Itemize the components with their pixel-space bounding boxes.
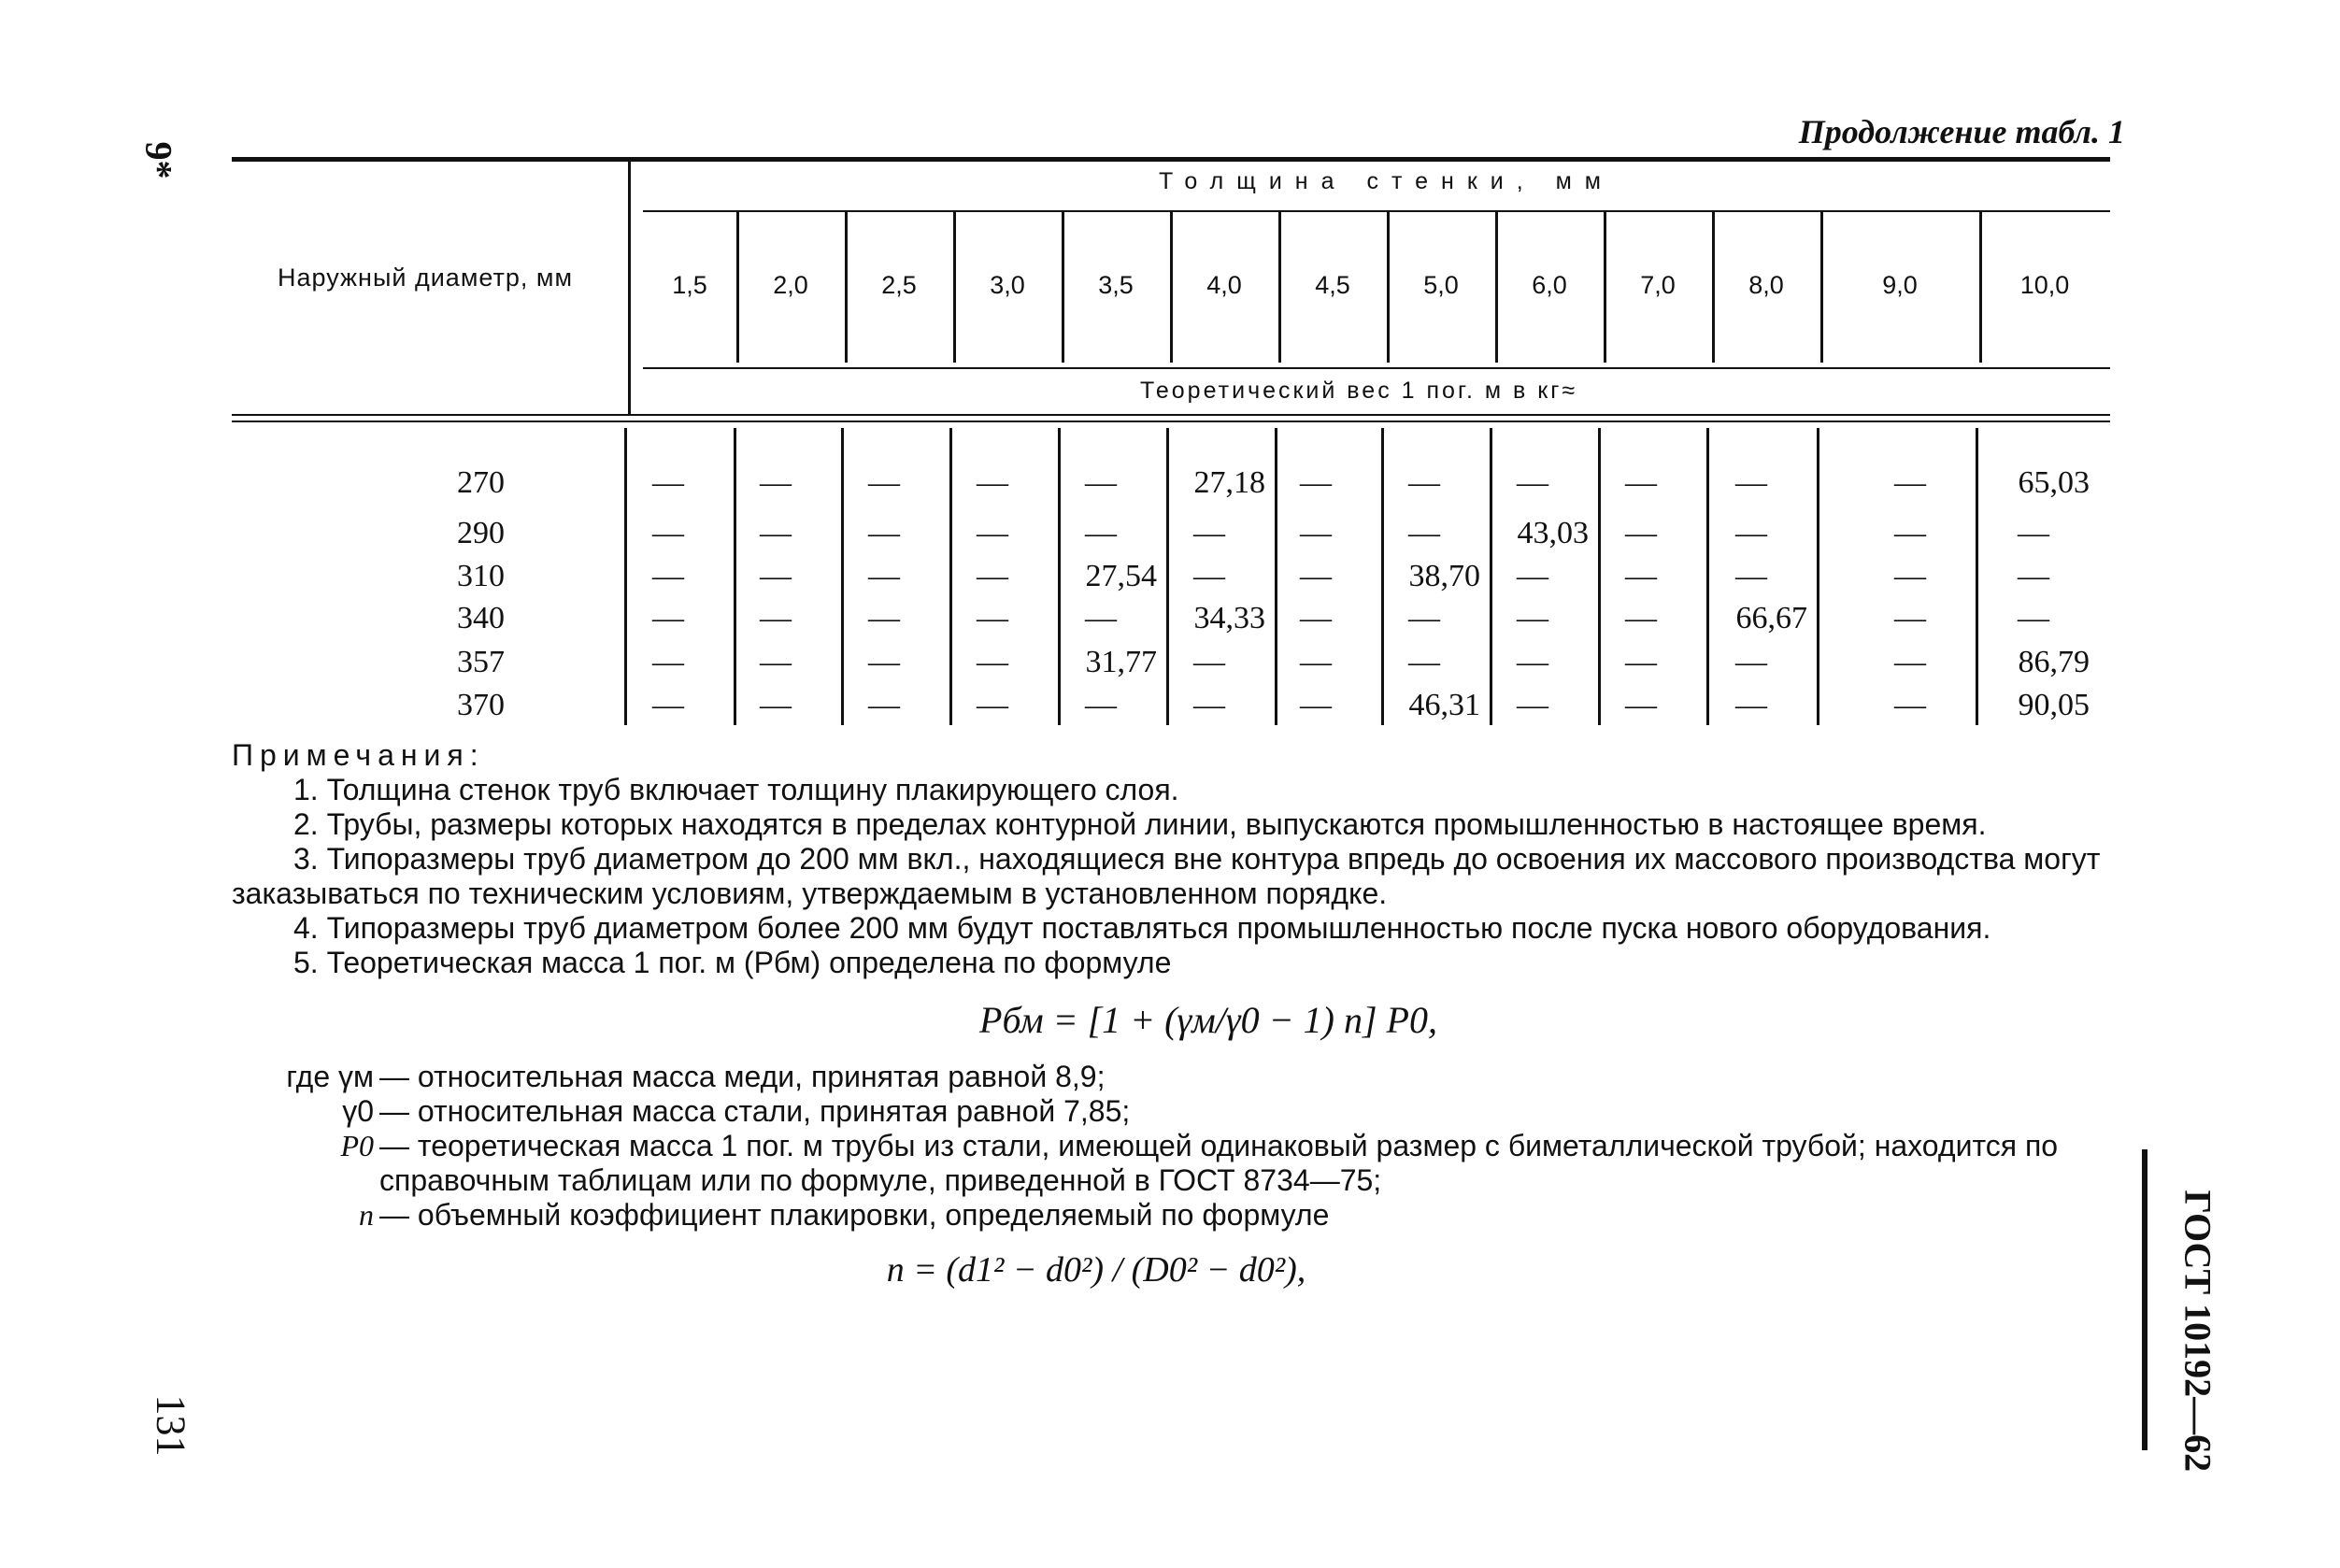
standard-bar	[2142, 1149, 2147, 1450]
where-gamma-m	[232, 1060, 2110, 1094]
table-cell: —	[868, 688, 900, 722]
table-cell: —	[1625, 688, 1657, 722]
table-cell: —	[1300, 559, 1332, 593]
signature-mark: 9*	[137, 141, 180, 179]
table-cell: —	[1894, 465, 1926, 500]
thickness-col-7: 4,5	[1315, 271, 1350, 299]
mass-formula: Pбм = [1 + (γм/γ0 − 1) n] P0,	[979, 999, 1437, 1041]
note-5: 5. Теоретическая масса 1 пог. м (Pбм) определена по формуле	[293, 946, 1172, 979]
table-cell: —	[1408, 645, 1440, 679]
thickness-col-1: 1,5	[672, 271, 707, 299]
table-cell: —	[1300, 516, 1332, 550]
table-cell: —	[1193, 516, 1225, 550]
table-cell: —	[1735, 516, 1767, 550]
table-cell: —	[1085, 516, 1117, 550]
header-divider	[628, 162, 631, 416]
header-col-line	[1820, 211, 1823, 363]
table-cell: —	[652, 645, 684, 679]
table-cell: —	[2018, 559, 2049, 593]
header-rule-1	[643, 210, 2110, 212]
weight-title: Теоретический вес 1 пог. м в кг≈	[1140, 378, 1578, 404]
outer-diameter-header: Наружный диаметр, мм	[277, 264, 574, 292]
thickness-col-5: 3,5	[1098, 271, 1134, 299]
where-n-text: — объемный коэффициент плакировки, определяемый по формуле	[379, 1198, 1330, 1232]
thickness-col-12: 9,0	[1882, 271, 1918, 299]
header-col-line	[1062, 211, 1064, 363]
coefficient-formula: n = (d1² − d0²) / (D0² − d0²),	[886, 1250, 1306, 1290]
table-cell: —	[652, 465, 684, 500]
table-cell: —	[1625, 645, 1657, 679]
table-continuation-caption: Продолжение табл. 1	[1798, 113, 2125, 150]
body-col-line	[949, 428, 952, 725]
header-col-line	[1387, 211, 1390, 363]
gamma-m-symbol: γм	[338, 1060, 374, 1093]
header-col-line	[1495, 211, 1498, 363]
where-gamma-0	[232, 1094, 2110, 1129]
table-cell: —	[1085, 688, 1117, 722]
table-cell: —	[977, 688, 1008, 722]
row-diameter-340: 340	[457, 601, 505, 635]
table-cell: —	[760, 559, 792, 593]
thickness-col-13: 10,0	[2019, 271, 2070, 299]
row-diameter-310: 310	[457, 559, 505, 593]
table-cell: 46,31	[1408, 688, 1480, 722]
table-cell: —	[760, 688, 792, 722]
thickness-col-2: 2,0	[773, 271, 808, 299]
table-cell: —	[1735, 559, 1767, 593]
wall-thickness-title: Толщина стенки, мм	[1159, 168, 1614, 194]
table-cell: 90,05	[2018, 688, 2090, 722]
table-cell: 31,77	[1085, 645, 1157, 679]
note-2: 2. Трубы, размеры которых находятся в пределах контурной линии, выпускаются промышленностью в настоящее время.	[293, 807, 1987, 841]
table-cell: —	[868, 465, 900, 500]
header-col-line	[1278, 211, 1281, 363]
row-diameter-270: 270	[457, 465, 505, 500]
header-col-line	[845, 211, 848, 363]
notes-block	[232, 738, 2110, 1288]
table-cell: —	[1894, 688, 1926, 722]
table-cell: —	[1517, 688, 1548, 722]
table-cell: —	[1625, 465, 1657, 500]
body-col-line	[841, 428, 844, 725]
table-cell: —	[1894, 559, 1926, 593]
thickness-col-10: 7,0	[1640, 271, 1676, 299]
body-col-line	[1706, 428, 1709, 725]
table-cell: —	[1735, 645, 1767, 679]
table-cell: —	[868, 516, 900, 550]
body-col-line	[1275, 428, 1277, 725]
table-cell: —	[760, 465, 792, 500]
where-gamma-0-text: — относительная масса стали, принятая равной 7,85;	[379, 1094, 1131, 1128]
table-cell: —	[977, 559, 1008, 593]
table-cell: —	[977, 465, 1008, 500]
table-cell: —	[1300, 688, 1332, 722]
table-cell: —	[977, 601, 1008, 635]
header-rule-2	[643, 367, 2110, 369]
table-cell: —	[1735, 465, 1767, 500]
where-p0-text: — теоретическая масса 1 пог. м трубы из стали, имеющей одинаковый размер с биметаллической трубой; находится по справочным таблицам или по формуле, приведенной в ГОСТ 8734—75;	[379, 1129, 2059, 1197]
thickness-col-8: 5,0	[1423, 271, 1459, 299]
table-cell: —	[1193, 559, 1225, 593]
table-cell: —	[1894, 601, 1926, 635]
table-cell: 66,67	[1735, 601, 1807, 635]
table-cell: —	[652, 688, 684, 722]
where-gamma-m-key	[232, 1060, 379, 1094]
note-3: 3. Типоразмеры труб диаметром до 200 мм вкл., находящиеся вне контура впредь до освоения их массового производства могут заказываться по техническим условиям, утверждаемым в установленном порядке.	[232, 842, 2101, 910]
header-bottom-rule-a	[232, 414, 2110, 416]
table-cell: —	[760, 601, 792, 635]
table-cell: —	[2018, 516, 2049, 550]
notes-title: Примечания:	[232, 738, 485, 772]
table-cell: —	[1300, 645, 1332, 679]
table-top-rule	[232, 157, 2110, 162]
page-number: 131	[148, 1394, 194, 1457]
header-col-line	[1170, 211, 1173, 363]
table-cell: —	[868, 645, 900, 679]
table-cell: —	[1517, 601, 1548, 635]
table-cell: —	[1193, 688, 1225, 722]
table-cell: 34,33	[1193, 601, 1265, 635]
p0-symbol: P0	[340, 1129, 374, 1162]
table-cell: —	[1300, 601, 1332, 635]
table-cell: —	[1085, 601, 1117, 635]
table-cell: —	[977, 645, 1008, 679]
header-col-line	[736, 211, 739, 363]
table-cell: —	[868, 559, 900, 593]
table-cell: —	[977, 516, 1008, 550]
table-cell: 27,18	[1193, 465, 1265, 500]
table-cell: —	[1408, 601, 1440, 635]
table-cell: —	[1517, 465, 1548, 500]
body-col-line	[1490, 428, 1492, 725]
header-col-line	[1604, 211, 1606, 363]
table-cell: —	[1193, 645, 1225, 679]
table-cell: —	[652, 601, 684, 635]
where-gamma-m-text: — относительная масса меди, принятая равной 8,9;	[379, 1060, 1106, 1093]
standard-designation: ГОСТ 10192—62	[2176, 1190, 2219, 1473]
note-4: 4. Типоразмеры труб диаметром более 200 мм будут поставляться промышленностью после пуска нового оборудования.	[293, 911, 1991, 945]
table-cell: 65,03	[2018, 465, 2090, 500]
table-cell: —	[2018, 601, 2049, 635]
table-cell: —	[652, 516, 684, 550]
table-cell: —	[1085, 465, 1117, 500]
table-cell: 43,03	[1517, 516, 1589, 550]
note-1: 1. Толщина стенок труб включает толщину плакирующего слоя.	[293, 773, 1179, 806]
thickness-col-4: 3,0	[990, 271, 1025, 299]
table-cell: 38,70	[1408, 559, 1480, 593]
table-cell: —	[1517, 645, 1548, 679]
body-col-line	[624, 428, 627, 725]
row-diameter-357: 357	[457, 645, 505, 679]
body-col-line	[1598, 428, 1601, 725]
thickness-col-11: 8,0	[1748, 271, 1784, 299]
thickness-col-3: 2,5	[881, 271, 917, 299]
row-diameter-290: 290	[457, 516, 505, 550]
table-cell: —	[1625, 559, 1657, 593]
table-cell: —	[1517, 559, 1548, 593]
n-symbol: n	[359, 1198, 374, 1232]
body-col-line	[734, 428, 736, 725]
table-cell: —	[1300, 465, 1332, 500]
table-cell: —	[1625, 516, 1657, 550]
thickness-col-9: 6,0	[1532, 271, 1567, 299]
table-cell: —	[1894, 645, 1926, 679]
header-col-line	[1979, 211, 1982, 363]
table-cell: —	[760, 645, 792, 679]
where-prefix: где	[286, 1060, 331, 1093]
table-cell: 27,54	[1085, 559, 1157, 593]
header-bottom-rule-b	[232, 421, 2110, 422]
table-cell: 86,79	[2018, 645, 2090, 679]
where-p0	[232, 1129, 2110, 1198]
table-cell: —	[1408, 465, 1440, 500]
table-cell: —	[868, 601, 900, 635]
table-cell: —	[1735, 688, 1767, 722]
header-col-line	[953, 211, 956, 363]
table-cell: —	[1894, 516, 1926, 550]
body-col-line	[1817, 428, 1819, 725]
thickness-col-6: 4,0	[1206, 271, 1242, 299]
table-cell: —	[760, 516, 792, 550]
gamma-0-symbol: γ0	[342, 1094, 374, 1128]
where-n	[232, 1198, 2110, 1233]
table-cell: —	[652, 559, 684, 593]
table-cell: —	[1408, 516, 1440, 550]
table-cell: —	[1625, 601, 1657, 635]
header-col-line	[1712, 211, 1715, 363]
row-diameter-370: 370	[457, 688, 505, 722]
